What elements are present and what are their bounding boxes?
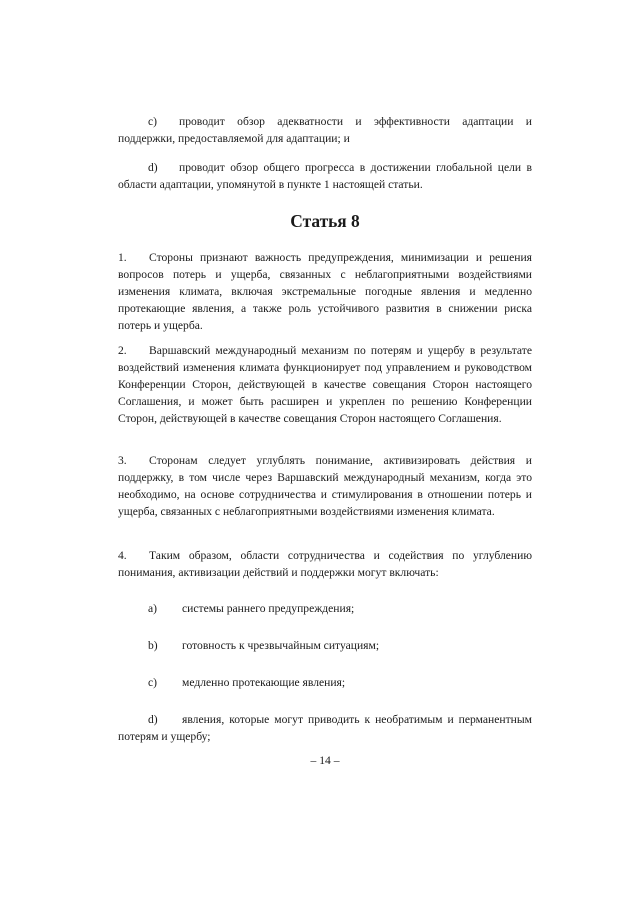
paragraph-text: Таким образом, области сотрудничества и содействия по углублению понимания, активизации действий и поддержки могут включать: bbox=[118, 549, 532, 579]
paragraph-number: 1. bbox=[118, 251, 127, 264]
item-label: c) bbox=[148, 676, 158, 689]
article-title: Статья 8 bbox=[290, 211, 360, 231]
list-item-top-d bbox=[118, 159, 532, 193]
paragraph-number: 2. bbox=[118, 344, 127, 357]
item-text: медленно протекающие явления; bbox=[182, 676, 346, 689]
item-text: явления, которые могут приводить к необратимым и перманентным потерям и ущербу; bbox=[118, 713, 532, 743]
item-text: проводит обзор общего прогресса в достижении глобальной цели в области адаптации, упомянутой в пункте 1 настоящей статьи. bbox=[118, 161, 532, 191]
list-item-top-c bbox=[118, 113, 532, 147]
paragraph-number: 3. bbox=[118, 454, 127, 467]
item-label: d) bbox=[148, 161, 158, 174]
article-paragraph-4 bbox=[118, 547, 532, 581]
article-paragraph-1 bbox=[118, 249, 532, 334]
list-item-a bbox=[118, 600, 532, 617]
paragraph-text: Сторонам следует углублять понимание, активизировать действия и поддержку, в том числе через Варшавский международный механизм, когда это необходимо, на основе сотрудничества и стимулирования в отношении потерь и ущерба, связанных с неблагоприятными воздействиями изменения климата. bbox=[118, 454, 532, 518]
item-label: d) bbox=[148, 713, 158, 726]
list-item-c bbox=[118, 674, 532, 691]
item-text: системы раннего предупреждения; bbox=[182, 602, 355, 615]
paragraph-number: 4. bbox=[118, 549, 127, 562]
paragraph-text: Стороны признают важность предупреждения, минимизации и решения вопросов потерь и ущерба, связанных с неблагоприятными воздействиями изменения климата, включая экстремальные погодные явления и медленно протекающие явления, а также роль устойчивого развития в снижении риска потерь и ущерба. bbox=[118, 251, 532, 332]
article-paragraph-2 bbox=[118, 342, 532, 427]
item-text: готовность к чрезвычайным ситуациям; bbox=[182, 639, 380, 652]
article-paragraph-3 bbox=[118, 452, 532, 520]
list-item-b bbox=[118, 637, 532, 654]
paragraph-text: Варшавский международный механизм по потерям и ущербу в результате воздействий изменения климата функционирует под управлением и руководством Конференции Сторон, действующей в качестве совещания Сторон настоящего Соглашения, и может быть расширен и укреплен по решению Конференции Сторон, действующей в качестве совещания Сторон настоящего Соглашения. bbox=[118, 344, 532, 425]
page-number: – 14 – bbox=[310, 754, 340, 767]
item-label: c) bbox=[148, 115, 158, 128]
item-label: a) bbox=[148, 602, 158, 615]
item-text: проводит обзор адекватности и эффективности адаптации и поддержки, предоставляемой для адаптации; и bbox=[118, 115, 532, 145]
list-item-d bbox=[118, 711, 532, 745]
item-label: b) bbox=[148, 639, 158, 652]
